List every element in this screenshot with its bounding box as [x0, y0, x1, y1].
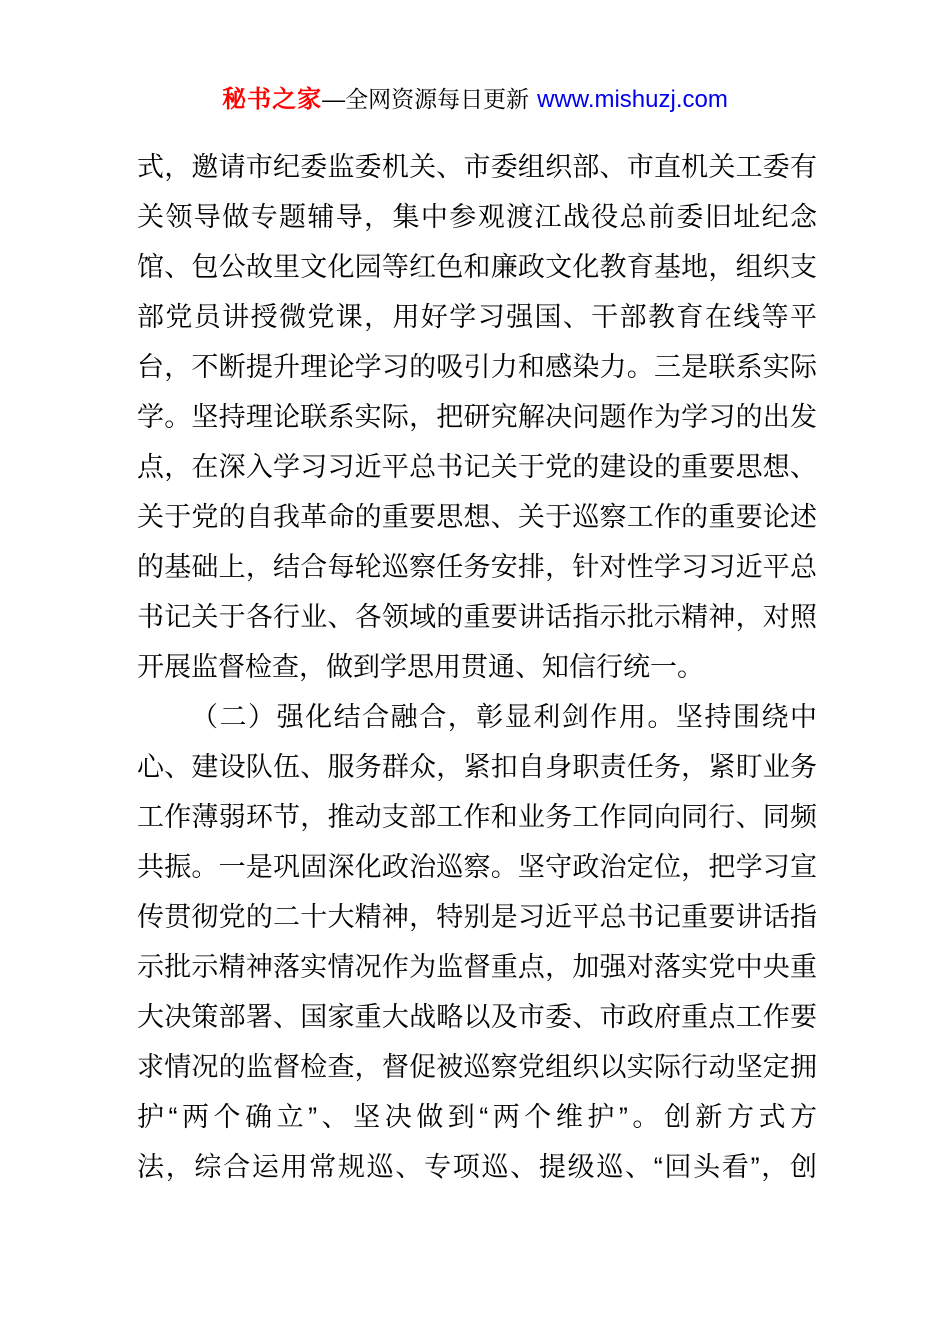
text-line: 书记关于各行业、各领域的重要讲话指示批示精神，对照 — [137, 602, 817, 632]
text-line: 求情况的监督检查，督促被巡察党组织以实际行动坚定拥 — [137, 1052, 817, 1082]
text-line: 点，在深入学习习近平总书记关于党的建设的重要思想、 — [137, 452, 817, 482]
text-line: 式，邀请市纪委监委机关、市委组织部、市直机关工委有 — [137, 152, 817, 182]
text-line: 工作薄弱环节，推动支部工作和业务工作同向同行、同频 — [137, 802, 817, 832]
text-line: 学。坚持理论联系实际，把研究解决问题作为学习的出发 — [137, 402, 817, 432]
text-line: 部党员讲授微党课，用好学习强国、干部教育在线等平 — [137, 302, 817, 332]
text-line: 共振。一是巩固深化政治巡察。坚守政治定位，把学习宣 — [137, 852, 817, 882]
text-line: 护“两个确立”、坚决做到“两个维护”。创新方式方 — [137, 1102, 817, 1132]
text-line: 示批示精神落实情况作为监督重点，加强对落实党中央重 — [137, 952, 817, 982]
site-url-link[interactable]: www.mishuzj.com — [537, 86, 728, 113]
text-line: 法，综合运用常规巡、专项巡、提级巡、“回头看”，创 — [137, 1152, 817, 1182]
text-line: 心、建设队伍、服务群众，紧扣自身职责任务，紧盯业务 — [137, 752, 817, 782]
text-line: 台，不断提升理论学习的吸引力和感染力。三是联系实际 — [137, 352, 817, 382]
header-tagline: 全网资源每日更新 — [345, 86, 530, 112]
text-line: 开展监督检查，做到学思用贯通、知信行统一。 — [137, 652, 704, 682]
header-separator: — — [322, 86, 346, 112]
text-line: 传贯彻党的二十大精神，特别是习近平总书记重要讲话指 — [137, 902, 817, 932]
text-line: 大决策部署、国家重大战略以及市委、市政府重点工作要 — [137, 1002, 817, 1032]
site-name: 秘书之家 — [222, 86, 323, 113]
text-line: （二）强化结合融合，彰显利剑作用。坚持围绕中 — [191, 702, 817, 732]
text-line: 关于党的自我革命的重要思想、关于巡察工作的重要论述 — [137, 502, 817, 532]
site-header — [0, 82, 950, 120]
document-body — [137, 142, 817, 1192]
text-line: 馆、包公故里文化园等红色和廉政文化教育基地，组织支 — [137, 252, 817, 282]
text-line: 的基础上，结合每轮巡察任务安排，针对性学习习近平总 — [137, 552, 817, 582]
text-line: 关领导做专题辅导，集中参观渡江战役总前委旧址纪念 — [137, 202, 817, 232]
